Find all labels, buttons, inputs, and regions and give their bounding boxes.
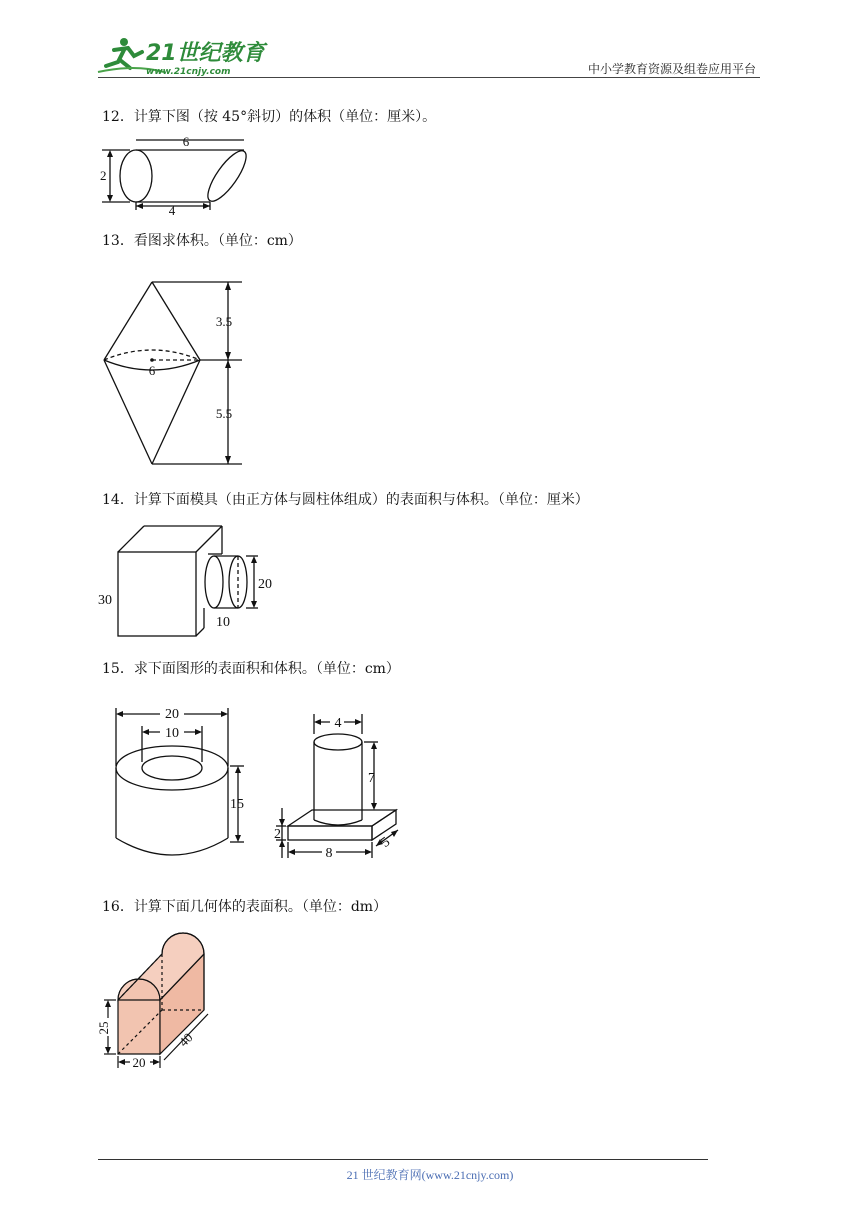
dim-diameter-label: 2 bbox=[100, 168, 107, 183]
logo-wordmark: 21世纪教育 bbox=[146, 41, 265, 66]
dim-cylinder-diameter-label: 20 bbox=[258, 577, 272, 592]
question-12-text: 12．计算下图（按 45°斜切）的体积（单位：厘米）。 bbox=[102, 109, 437, 125]
question-15-text: 15．求下面图形的表面积和体积。（单位：cm） bbox=[102, 661, 400, 677]
dim-base-width-label: 5 bbox=[378, 834, 394, 851]
question-13-text: 13．看图求体积。（单位：cm） bbox=[102, 233, 302, 249]
header-tagline: 中小学教育资源及组卷应用平台 bbox=[587, 62, 756, 76]
question-16-text: 16．计算下面几何体的表面积。（单位：dm） bbox=[102, 899, 388, 915]
header-divider bbox=[98, 77, 760, 78]
half-cylinder-prism bbox=[118, 933, 204, 1054]
question-14-text: 14．计算下面模具（由正方体与圆柱体组成）的表面积与体积。（单位：厘米） bbox=[102, 492, 589, 508]
question-15-figure-b bbox=[272, 712, 412, 864]
dim-width-label: 20 bbox=[132, 1055, 146, 1070]
dim-cylinder-diameter-label: 4 bbox=[334, 716, 342, 731]
dim-diameter-label: 6 bbox=[148, 363, 156, 378]
footer-divider bbox=[98, 1159, 708, 1160]
logo-url: www.21cnjy.com bbox=[146, 67, 231, 77]
dim-base-length-label: 8 bbox=[325, 846, 333, 861]
dim-height-label: 25 bbox=[96, 1021, 111, 1035]
dim-height-label: 15 bbox=[230, 797, 244, 812]
dim-inner-diameter-label: 10 bbox=[165, 726, 179, 741]
question-12-figure bbox=[100, 132, 260, 216]
dim-length-label: 40 bbox=[175, 1029, 196, 1050]
dim-cylinder-height-label: 7 bbox=[368, 771, 375, 786]
question-16-figure bbox=[96, 924, 230, 1072]
question-13-figure bbox=[100, 276, 260, 472]
site-logo bbox=[94, 34, 264, 78]
dim-cylinder-length-label: 10 bbox=[216, 615, 230, 630]
question-15-figure-a bbox=[106, 704, 256, 864]
dim-outer-diameter-label: 20 bbox=[165, 707, 179, 722]
footer-link[interactable]: 21 世纪教育网(www.21cnjy.com) bbox=[346, 1168, 514, 1182]
dim-length-label: 6 bbox=[182, 134, 190, 149]
dim-lower-height-label: 5.5 bbox=[215, 406, 233, 421]
question-14-figure bbox=[98, 522, 278, 632]
dim-upper-height-label: 3.5 bbox=[215, 314, 233, 329]
dim-short-length-label: 4 bbox=[168, 203, 176, 218]
dim-cube-edge-label: 30 bbox=[98, 593, 112, 608]
dim-base-height-label: 2 bbox=[274, 827, 281, 842]
